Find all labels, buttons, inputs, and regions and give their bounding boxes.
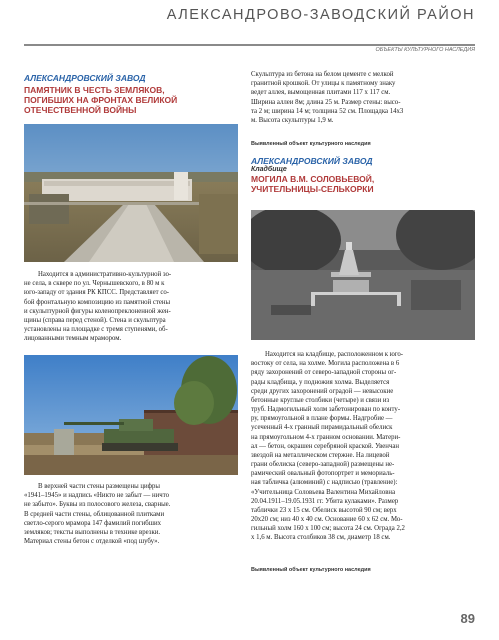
right-heading: [251, 156, 475, 195]
status-label-2: Выявленный объект культурного наследия: [251, 567, 371, 573]
grave-photo: [251, 210, 475, 340]
status-label-1: Выявленный объект культурного наследия: [251, 141, 371, 147]
left-paragraph-1: Находится в административно-культурной зо- не села, в сквере по ул. Чернышевского, в 80 м к юго-западу от здания РК КПСС. Представляет со- бой фронтальную композицию из памятной стены и скульптурной фигуры коленопреклоненной жен- щины (справа перед стеной). Стена и скульптура установлены на площадке с тремя ступенями, об- лицованными темным мрамором.: [24, 271, 172, 343]
left-title: ПАМЯТНИК В ЧЕСТЬ ЗЕМЛЯКОВ, ПОГИБШИХ НА ФРОНТАХ ВЕЛИКОЙ ОТЕЧЕСТВЕННОЙ ВОЙНЫ: [24, 85, 178, 115]
running-header-title: АЛЕКСАНДРОВО-ЗАВОДСКИЙ РАЙОН: [166, 7, 475, 23]
header-rule: [24, 44, 475, 46]
memorial-photo: [24, 124, 238, 262]
left-paragraph-2: В верхней части стены размещены цифры «1941–1945» и надпись «Никто не забыт — ничто не забыто». Буквы из полосового железа, сварные. В средней части стены, облицованной плитками светло-серого мрамора 147 фамилий погибших земляков; тексты выполнены в технике врезки. Материал стены бетон с отделкой «под шубу».: [24, 483, 171, 546]
right-kicker: АЛЕКСАНДРОВСКИЙ ЗАВОД: [251, 156, 373, 166]
running-header-subtitle: ОБЪЕКТЫ КУЛЬТУРНОГО НАСЛЕДИЯ: [375, 47, 475, 53]
right-category: Кладбище: [251, 166, 287, 173]
page-number: 89: [460, 611, 475, 626]
left-kicker: АЛЕКСАНДРОВСКИЙ ЗАВОД: [24, 73, 146, 83]
right-paragraph-top: Скульптура из бетона на белом цементе с мелкой гранитной крошкой. От улицы к памятному знаку ведет аллея, вымощенная плитами 117 х 117 см. Ширина аллеи 8м; длина 25 м. Размер стены: высо- та 2 м; ширина 14 м; толщина 52 см. Площадка 14х3 м. Высота скульптуры 1,9 м.: [251, 71, 404, 124]
tank-photo: [24, 355, 238, 475]
right-paragraph: Находится на кладбище, расположенном к юго- востоку от села, на холме. Могила расположена в 6 ряду захоронений от северо-западной стороны ог- рады кладбища, у подножия холма. Выделяется среди других захоронений оградой — невысокие бетонные круглые столбики (четыре) и связи из труб. Надмогильный холм забетонирован по конту- ру, прямоугольной в плане формы. Надгробие — усеченный 4-х гранный пирамидальный обелиск на прямоугольном 4-х гранном основании. Матери- ал — бетон, окрашен серебряной краской. Увенчан звездой на металлическом стержне. На лицевой грани обелиска (северо-западной) размещены не- рамический овальный фотопортрет и мемориаль- ная табличка (алюминий) с надписью (травление): «Учительница Соловьева Валентина Михайловна 20.04.1911–19.05.1931 гг. Убита кулаками». Размер таблички 23 х 15 см. Обелиск высотой 90 см; верх 20х20 см; низ 40 х 40 см. Основание 60 х 62 см. Мо- гильный холм 160 х 100 см; высота 24 см. Ограда 2,2 х 1,6 м. Высота столбиков 38 см, диаметр 18 см.: [251, 351, 405, 542]
left-heading: [24, 73, 238, 115]
right-title: МОГИЛА В.М. СОЛОВЬЕВОЙ, УЧИТЕЛЬНИЦЫ-СЕЛЬКОРКИ: [251, 174, 375, 194]
